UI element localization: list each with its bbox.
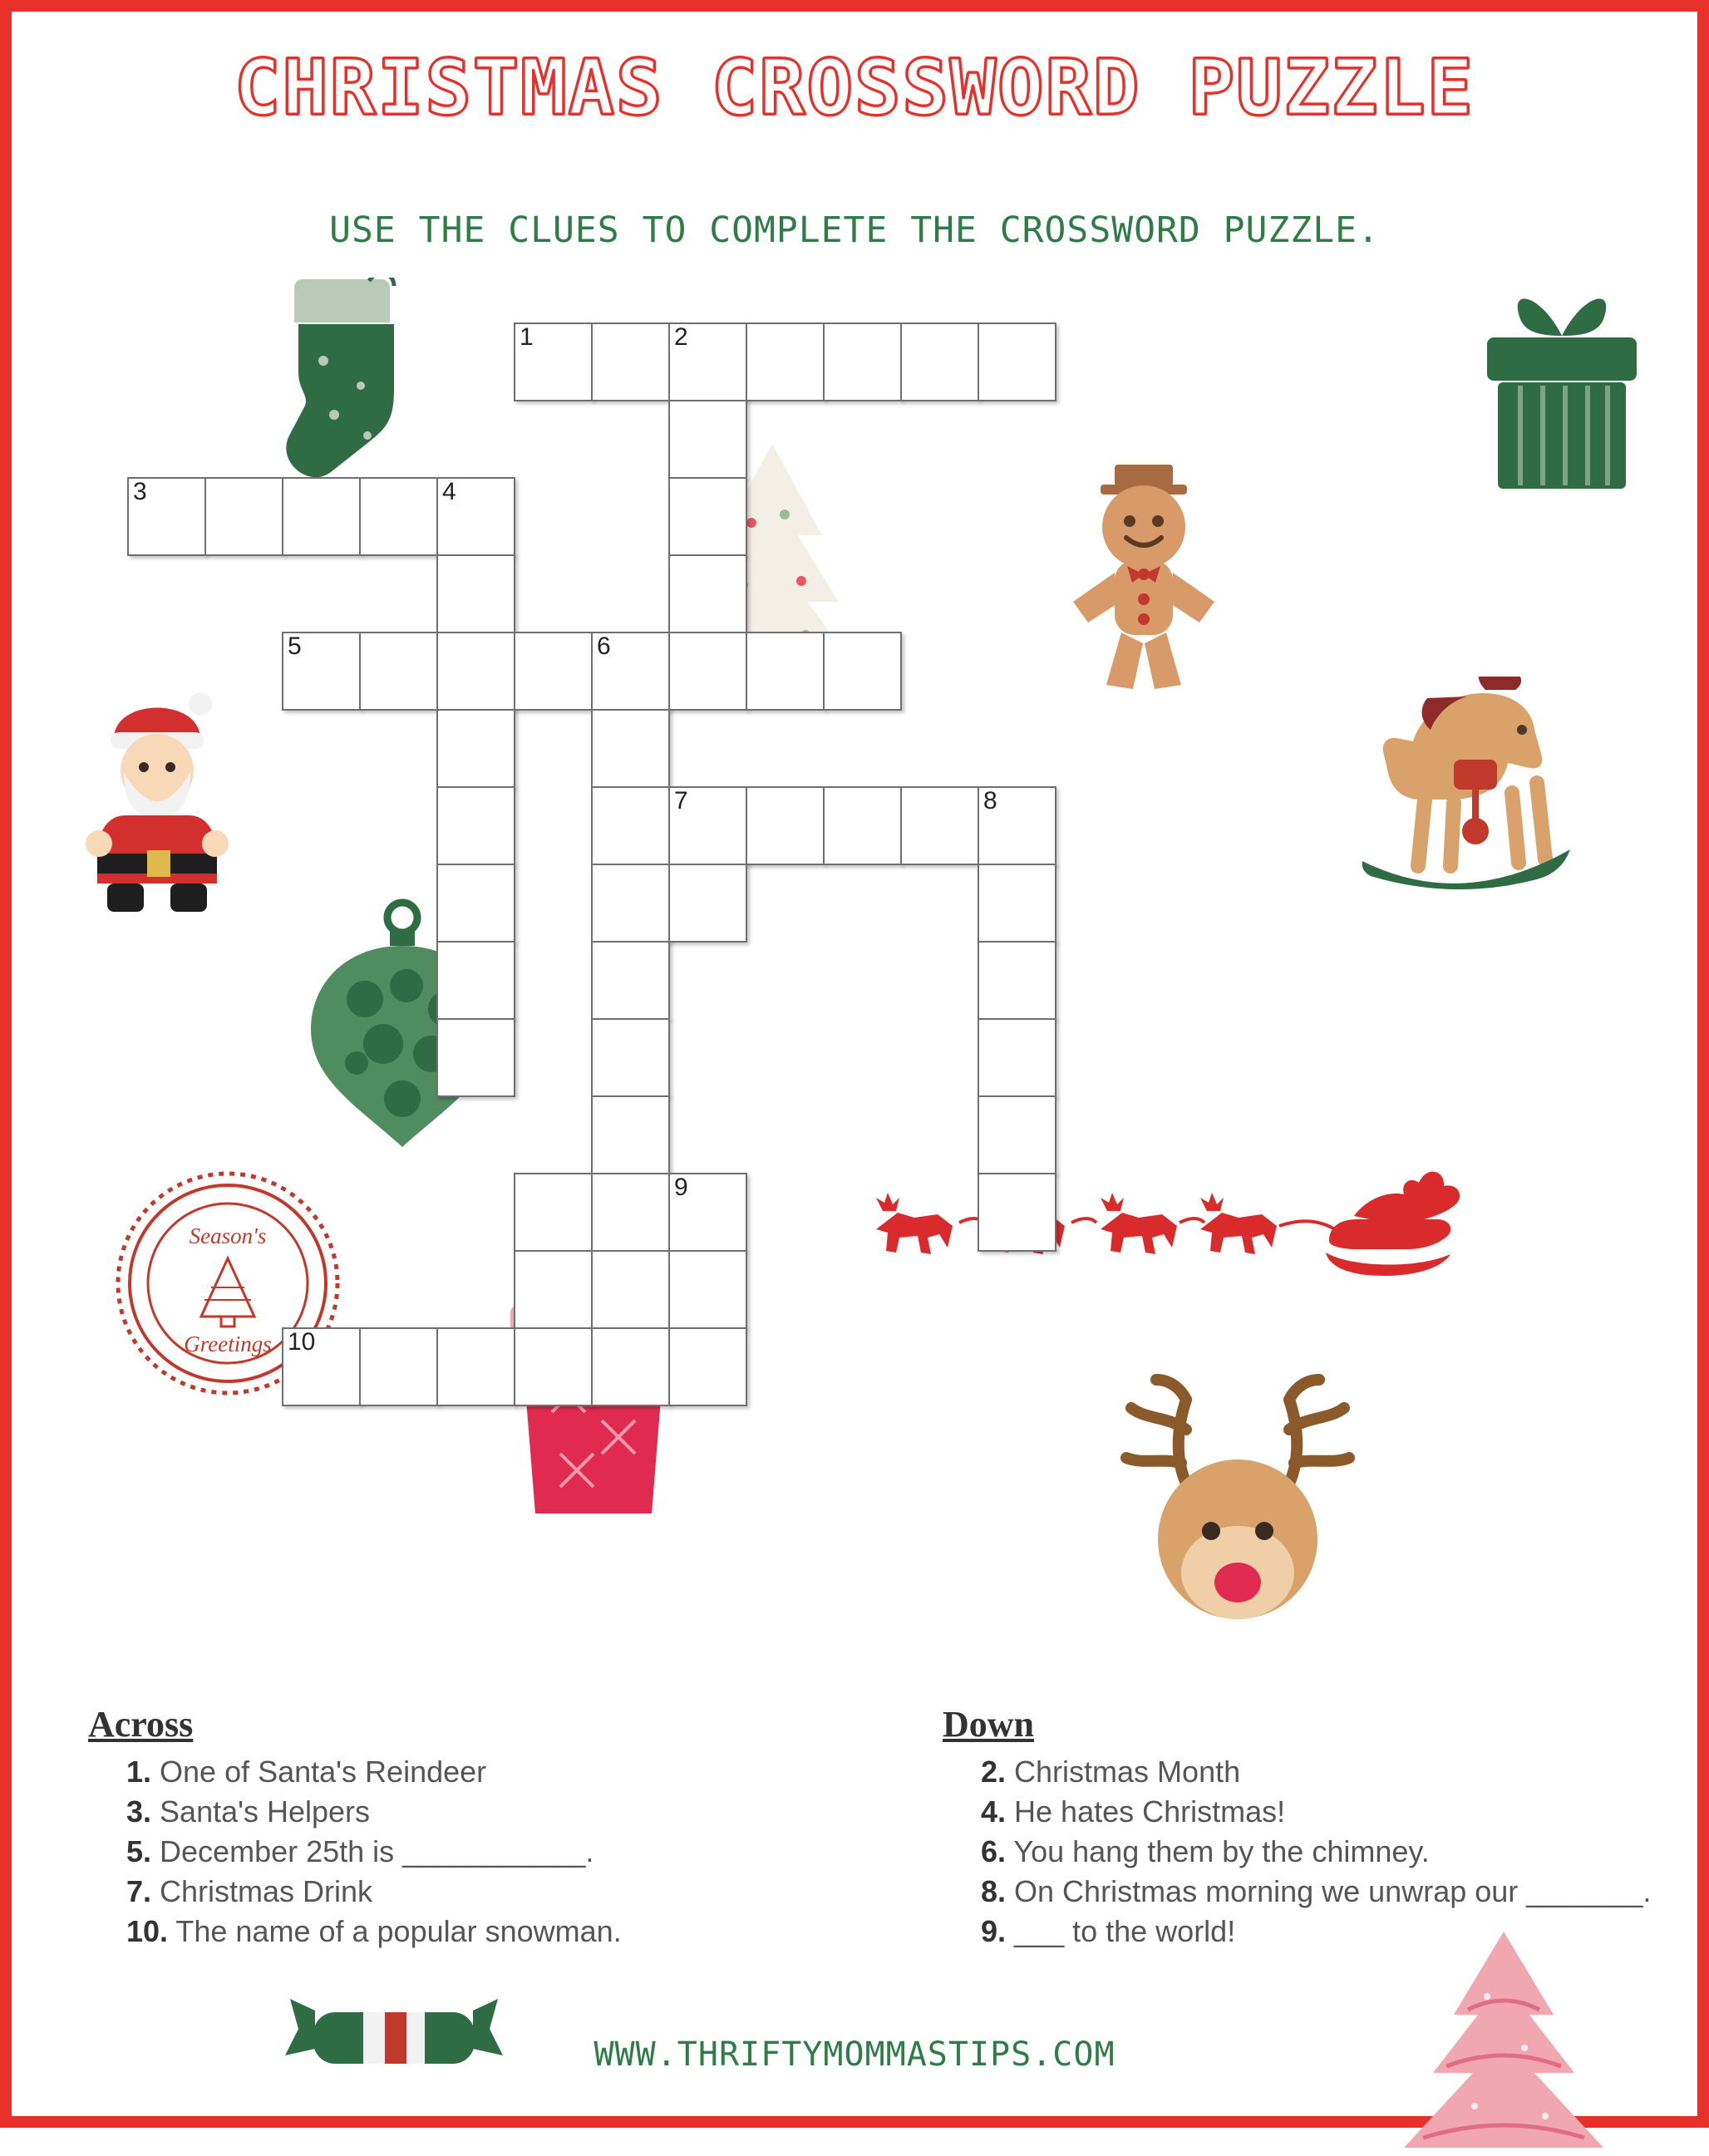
clue-text: One of Santa's Reindeer [151, 1755, 487, 1789]
seasons-greetings-stamp-icon [111, 1167, 344, 1400]
crossword-cell[interactable] [282, 632, 361, 711]
crossword-cell[interactable] [514, 632, 593, 711]
clue-item [126, 1872, 820, 1912]
down-heading: Down [943, 1704, 1035, 1745]
clues-section [12, 1703, 1697, 1977]
christmas-tree-white-icon [677, 436, 868, 693]
clue-text: On Christmas morning we unwrap our _______. [1006, 1873, 1652, 1908]
across-clue-list [88, 1752, 820, 1951]
gift-box-green-icon [1483, 286, 1641, 502]
clue-text: Santa's Helpers [151, 1794, 371, 1829]
crossword-cell[interactable] [127, 477, 206, 556]
crossword-cell[interactable] [591, 1018, 670, 1097]
across-heading: Across [88, 1704, 194, 1745]
crossword-cell[interactable] [591, 864, 670, 943]
footer-url: WWW.THRIFTYMOMMASTIPS.COM [593, 2035, 1116, 2074]
clue-text: You hang them by the chimney. [1006, 1834, 1430, 1868]
crossword-cell[interactable] [591, 632, 670, 711]
page-title: CHRISTMAS CROSSWORD PUZZLE [234, 43, 1475, 132]
crossword-cell[interactable] [436, 786, 515, 865]
svg-text:Greetings: Greetings [184, 1332, 272, 1356]
crossword-cell[interactable] [436, 554, 515, 633]
crossword-cell[interactable] [591, 941, 670, 1020]
cell-number: 10 [288, 1328, 316, 1356]
cell-number: 7 [674, 787, 688, 815]
crossword-cell[interactable] [668, 786, 747, 865]
down-column [943, 1703, 1674, 1951]
clue-number: 6. [981, 1834, 1007, 1868]
svg-text:Season's: Season's [189, 1223, 267, 1248]
gift-box-red-icon [502, 1254, 685, 1528]
cell-number: 2 [674, 323, 688, 351]
santa-sleigh-reindeer-icon [868, 1171, 1466, 1287]
clue-item [126, 1912, 820, 1952]
crossword-cell[interactable] [591, 322, 670, 401]
crossword-cell[interactable] [978, 1018, 1056, 1097]
stocking-icon [269, 278, 411, 502]
crossword-cell[interactable] [514, 322, 593, 401]
crossword-cell[interactable] [978, 941, 1056, 1020]
crossword-cell[interactable] [978, 322, 1056, 401]
clue-item [126, 1792, 820, 1832]
crossword-cell[interactable] [900, 322, 979, 401]
crossword-cell[interactable] [436, 632, 515, 711]
cell-number: 6 [597, 633, 611, 660]
clue-item [126, 1832, 820, 1872]
crossword-cell[interactable] [900, 786, 979, 865]
clue-item [981, 1872, 1674, 1912]
crossword-cell[interactable] [978, 786, 1056, 865]
crossword-cell[interactable] [668, 322, 747, 401]
crossword-cell[interactable] [436, 477, 515, 556]
crossword-cell[interactable] [591, 709, 670, 788]
page-subtitle: USE THE CLUES TO COMPLETE THE CROSSWORD PUZZLE. [329, 209, 1380, 251]
cell-number: 1 [520, 323, 534, 351]
reindeer-face-icon [1088, 1358, 1387, 1641]
clue-number: 4. [981, 1794, 1007, 1829]
clue-text: The name of a popular snowman. [168, 1913, 622, 1948]
crossword-cell[interactable] [746, 786, 825, 865]
clue-number: 1. [126, 1755, 152, 1789]
across-column [88, 1703, 820, 1951]
clue-number: 9. [981, 1913, 1007, 1948]
clue-item [981, 1792, 1674, 1832]
crossword-cell[interactable] [823, 786, 902, 865]
crossword-cell[interactable] [668, 864, 747, 943]
crossword-cell[interactable] [591, 1095, 670, 1174]
clue-item [981, 1752, 1674, 1792]
clue-item [981, 1832, 1674, 1872]
crossword-cell[interactable] [591, 786, 670, 865]
crossword-cell[interactable] [746, 322, 825, 401]
crossword-cell[interactable] [436, 709, 515, 788]
cell-number: 4 [442, 478, 456, 505]
gingerbread-man-icon [1063, 456, 1225, 693]
cell-number: 5 [288, 633, 302, 660]
cell-number: 9 [674, 1174, 688, 1201]
clue-number: 2. [981, 1755, 1007, 1789]
santa-claus-icon [74, 681, 240, 922]
clue-text: ___ to the world! [1006, 1913, 1236, 1948]
ornament-green-icon [307, 893, 498, 1150]
clue-text: December 25th is ___________. [151, 1834, 594, 1868]
crossword-cell[interactable] [668, 1173, 747, 1252]
clue-item [981, 1912, 1674, 1952]
crossword-cell[interactable] [359, 632, 438, 711]
crossword-cell[interactable] [978, 1095, 1056, 1174]
clue-number: 10. [126, 1913, 169, 1948]
clue-number: 8. [981, 1873, 1007, 1908]
cell-number: 8 [983, 787, 997, 815]
clue-text: Christmas Drink [151, 1873, 373, 1908]
clue-text: He hates Christmas! [1006, 1794, 1286, 1829]
crossword-cell[interactable] [359, 1327, 438, 1406]
clue-text: Christmas Month [1006, 1755, 1241, 1789]
rocking-horse-icon [1337, 677, 1587, 901]
crossword-cell[interactable] [514, 1173, 593, 1252]
crossword-cell[interactable] [823, 322, 902, 401]
clue-number: 7. [126, 1873, 152, 1908]
cell-number: 3 [133, 478, 147, 505]
clue-number: 5. [126, 1834, 152, 1868]
clue-item [126, 1752, 820, 1792]
crossword-cell[interactable] [591, 1173, 670, 1252]
down-clue-list [943, 1752, 1674, 1951]
clue-number: 3. [126, 1794, 152, 1829]
crossword-cell[interactable] [978, 864, 1056, 943]
